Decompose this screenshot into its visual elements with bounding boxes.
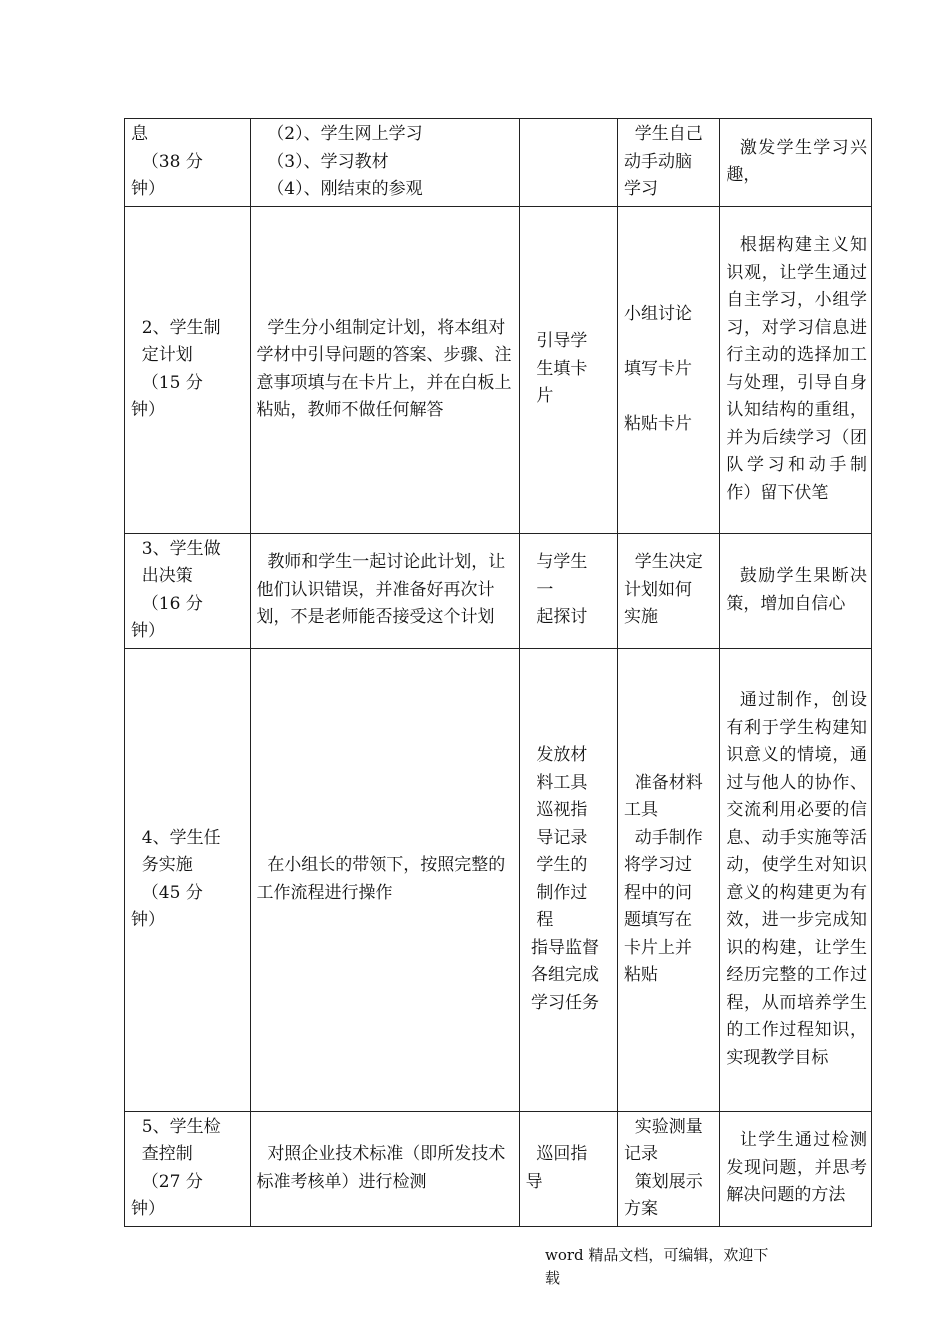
teacher-activity-line: 制作过 <box>525 882 588 903</box>
student-activity-line: 小组讨论 <box>623 303 692 324</box>
teacher-activity-line: 学生的 <box>525 855 588 875</box>
content-line: （2）、学生网上学习 <box>256 124 423 144</box>
content-line: （4）、刚结束的参观 <box>256 179 423 199</box>
teacher-activity-line: 指导监督 <box>525 937 599 958</box>
teacher-activity-cell <box>519 206 617 533</box>
student-activity-line: 记录 <box>623 1144 658 1164</box>
stage-line: （16 分 <box>131 593 203 614</box>
teacher-activity-line: 巡视指 <box>525 800 588 820</box>
stage-line: 5、学生检 <box>131 1116 221 1137</box>
content-cell <box>250 206 519 533</box>
stage-line: 钟） <box>131 400 165 420</box>
teacher-activity-line: 程 <box>525 910 554 930</box>
stage-line: 4、学生任 <box>131 827 221 848</box>
design-intent-cell <box>720 206 872 533</box>
stage-line: 钟） <box>131 621 165 641</box>
content-cell <box>250 533 519 648</box>
student-activity-line: 准备材料 <box>623 772 703 793</box>
student-activity-line: 实验测量 <box>623 1116 703 1137</box>
design-intent-text: 鼓励学生果断决策，增加自信心 <box>726 566 867 614</box>
stage-line: 3、学生做 <box>131 538 221 559</box>
stage-line: （27 分 <box>131 1171 203 1192</box>
stage-line: （38 分 <box>131 151 203 172</box>
stage-line: （15 分 <box>131 372 203 393</box>
stage-line: （45 分 <box>131 882 203 903</box>
design-intent-cell <box>720 1111 872 1226</box>
student-activity-line: 动手动脑 <box>623 151 692 172</box>
student-activity-line: 程中的问 <box>623 882 692 903</box>
teacher-activity-line: 各组完成 <box>525 965 599 985</box>
teacher-activity-line: 学习任务 <box>525 992 599 1013</box>
stage-line: 钟） <box>131 179 165 199</box>
content-text: 在小组长的带领下，按照完整的工作流程进行操作 <box>256 855 506 903</box>
design-intent-text: 根据构建主义知识观，让学生通过自主学习，小组学习，对学习信息进行主动的选择加工与处理，引导自身认知结构的重组，并为后续学习（团队学习和动手制作）留下伏笔 <box>726 235 867 503</box>
lesson-plan-table <box>124 118 872 1227</box>
design-intent-cell <box>720 648 872 1111</box>
design-intent-text: 通过制作，创设有利于学生构建知识意义的情境，通过与他人的协作、交流利用必要的信息、动手实施等活动，使学生对知识意义的构建更为有效，进一步完成知识的构建，让学生经历完整的工作过程，从而培养学生的工作过程知识，实现教学目标 <box>726 690 867 1068</box>
student-activity-line <box>624 328 715 356</box>
content-text: 学生分小组制定计划，将本组对学材中引导问题的答案、步骤、注意事项填与在卡片上，并在白板上粘贴，教师不做任何解答 <box>256 317 512 420</box>
teacher-activity-line: 引导学 <box>525 331 588 352</box>
student-activity-cell <box>617 119 719 207</box>
student-activity-line: 粘贴卡片 <box>623 413 692 434</box>
content-text: 教师和学生一起讨论此计划，让他们认识错误，并准备好再次计划，不是老师能否接受这个计划 <box>256 552 506 628</box>
table-row <box>125 648 872 1111</box>
stage-line: 查控制 <box>131 1144 193 1164</box>
design-intent-cell <box>720 119 872 207</box>
content-line: （3）、学习教材 <box>256 151 389 172</box>
teacher-activity-line: 导记录 <box>525 827 588 848</box>
student-activity-line: 填写卡片 <box>623 358 692 379</box>
teacher-activity-cell <box>519 119 617 207</box>
footer-note: word 精品文档，可编辑，欢迎下载 <box>545 1246 769 1287</box>
student-activity-cell <box>617 206 719 533</box>
teacher-activity-cell <box>519 1111 617 1226</box>
lesson-plan-body <box>125 119 872 1227</box>
content-text: 对照企业技术标准（即所发技术标准考核单）进行检测 <box>256 1144 506 1192</box>
teacher-activity-line: 与学生 <box>525 552 588 573</box>
teacher-activity-line: 导 <box>525 1171 543 1192</box>
student-activity-cell <box>617 1111 719 1226</box>
design-intent-cell <box>720 533 872 648</box>
student-activity-line: 策划展示 <box>623 1171 703 1192</box>
stage-line: 钟） <box>131 910 165 930</box>
student-activity-line: 粘贴 <box>623 965 658 985</box>
stage-cell <box>125 1111 251 1226</box>
table-row <box>125 119 872 207</box>
teacher-activity-line: 生填卡 <box>525 358 588 379</box>
stage-cell <box>125 533 251 648</box>
content-cell <box>250 119 519 207</box>
stage-cell <box>125 206 251 533</box>
student-activity-cell <box>617 533 719 648</box>
teacher-activity-cell <box>519 648 617 1111</box>
stage-line: 定计划 <box>131 345 193 365</box>
student-activity-line: 动手制作 <box>623 827 703 848</box>
table-row <box>125 1111 872 1226</box>
content-cell <box>250 648 519 1111</box>
stage-cell <box>125 119 251 207</box>
teacher-activity-line: 一 <box>525 579 554 600</box>
stage-line: 息 <box>131 124 148 144</box>
stage-line: 出决策 <box>131 566 193 586</box>
stage-line: 2、学生制 <box>131 317 221 338</box>
teacher-activity-line: 发放材 <box>525 745 588 765</box>
student-activity-cell <box>617 648 719 1111</box>
student-activity-line: 工具 <box>623 800 658 820</box>
student-activity-line: 方案 <box>623 1199 658 1219</box>
student-activity-line: 题填写在 <box>623 910 692 930</box>
student-activity-line: 学生决定 <box>623 552 703 573</box>
student-activity-line: 计划如何 <box>623 579 692 600</box>
student-activity-line: 学习 <box>623 179 658 199</box>
student-activity-line <box>624 383 715 411</box>
stage-cell <box>125 648 251 1111</box>
table-row <box>125 533 872 648</box>
design-intent-text: 让学生通过检测发现问题，并思考解决问题的方法 <box>726 1130 867 1206</box>
table-row <box>125 206 872 533</box>
teacher-activity-cell <box>519 533 617 648</box>
teacher-activity-line: 起探讨 <box>525 607 588 628</box>
student-activity-line: 将学习过 <box>623 855 692 875</box>
teacher-activity-line: 片 <box>525 386 554 407</box>
design-intent-text: 激发学生学习兴趣， <box>726 137 867 186</box>
content-cell <box>250 1111 519 1226</box>
stage-line: 钟） <box>131 1199 165 1219</box>
teacher-activity-line: 料工具 <box>525 772 588 793</box>
stage-line: 务实施 <box>131 855 193 875</box>
student-activity-line: 实施 <box>623 607 658 628</box>
teacher-activity-line: 巡回指 <box>525 1144 588 1164</box>
student-activity-line: 卡片上并 <box>623 937 692 958</box>
student-activity-line: 学生自己 <box>623 124 703 144</box>
